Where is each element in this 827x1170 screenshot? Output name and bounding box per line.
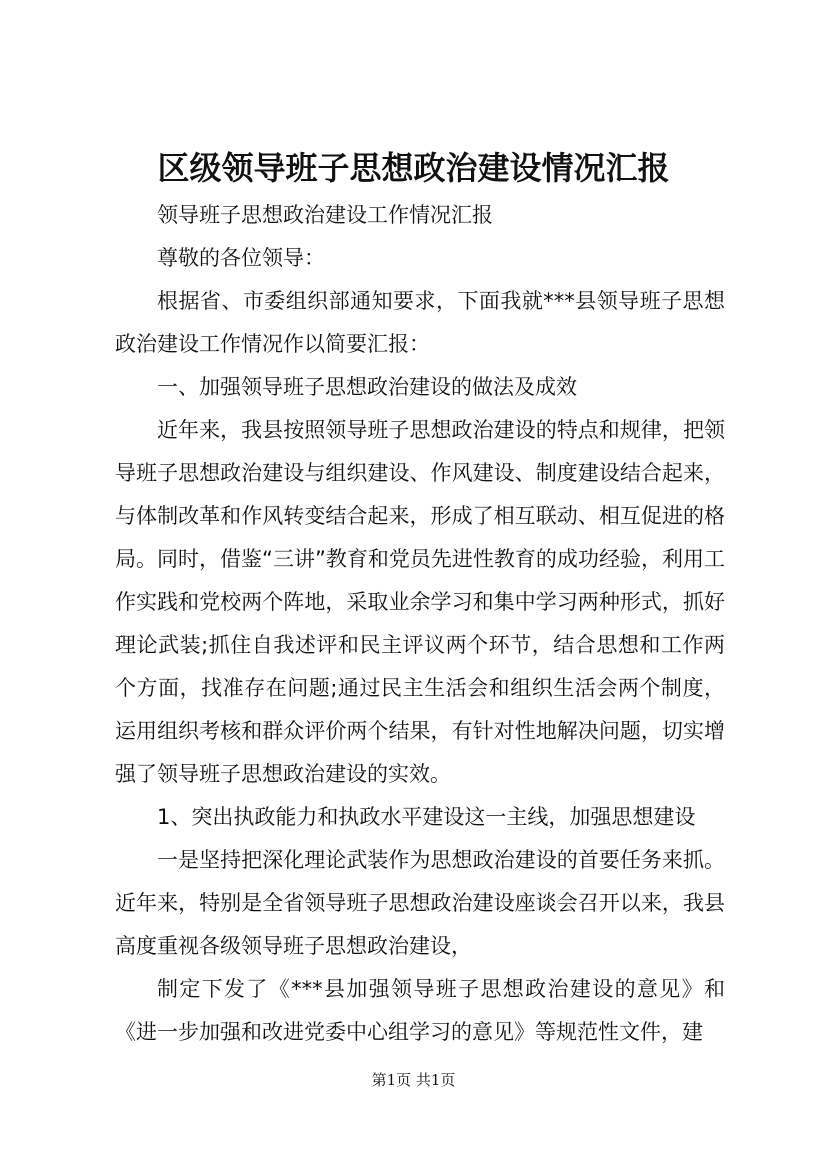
intro-paragraph: 根据省、市委组织部通知要求，下面我就***县领导班子思想政治建设工作情况作以简要汇报： [115, 289, 725, 356]
body-paragraph: 制定下发了《***县加强领导班子思想政治建设的意见》和《进一步加强和改进党委中心组学习的意见》等规范性文件，建 [115, 977, 725, 1044]
body-paragraph: 一是坚持把深化理论武装作为思想政治建设的首要任务来抓。近年来，特别是全省领导班子思想政治建设座谈会召开以来，我县高度重视各级领导班子思想政治建设， [115, 848, 725, 958]
section-heading: 一、加强领导班子思想政治建设的做法及成效 [157, 375, 577, 399]
page-footer: 第1页 共1页 [371, 1071, 456, 1089]
subsection-heading: 1、突出执政能力和执政水平建设这一主线，加强思想建设 [157, 805, 696, 829]
salutation-paragraph: 尊敬的各位领导： [157, 246, 325, 270]
document-body [115, 194, 725, 1054]
body-paragraph: 近年来，我县按照领导班子思想政治建设的特点和规律，把领导班子思想政治建设与组织建设、作风建设、制度建设结合起来，与体制改革和作风转变结合起来，形成了相互联动、相互促进的格局。同时，借鉴“三讲”教育和党员先进性教育的成功经验，利用工作实践和党校两个阵地，采取业余学习和集中学习两种形式，抓好理论武装;抓住自我述评和民主评议两个环节，结合思想和工作两个方面，找准存在问题;通过民主生活会和组织生活会两个制度，运用组织考核和群众评价两个结果，有针对性地解决问题，切实增强了领导班子思想政治建设的实效。 [115, 418, 725, 786]
document-title: 区级领导班子思想政治建设情况汇报 [157, 149, 670, 187]
subtitle-paragraph: 领导班子思想政治建设工作情况汇报 [157, 203, 493, 227]
